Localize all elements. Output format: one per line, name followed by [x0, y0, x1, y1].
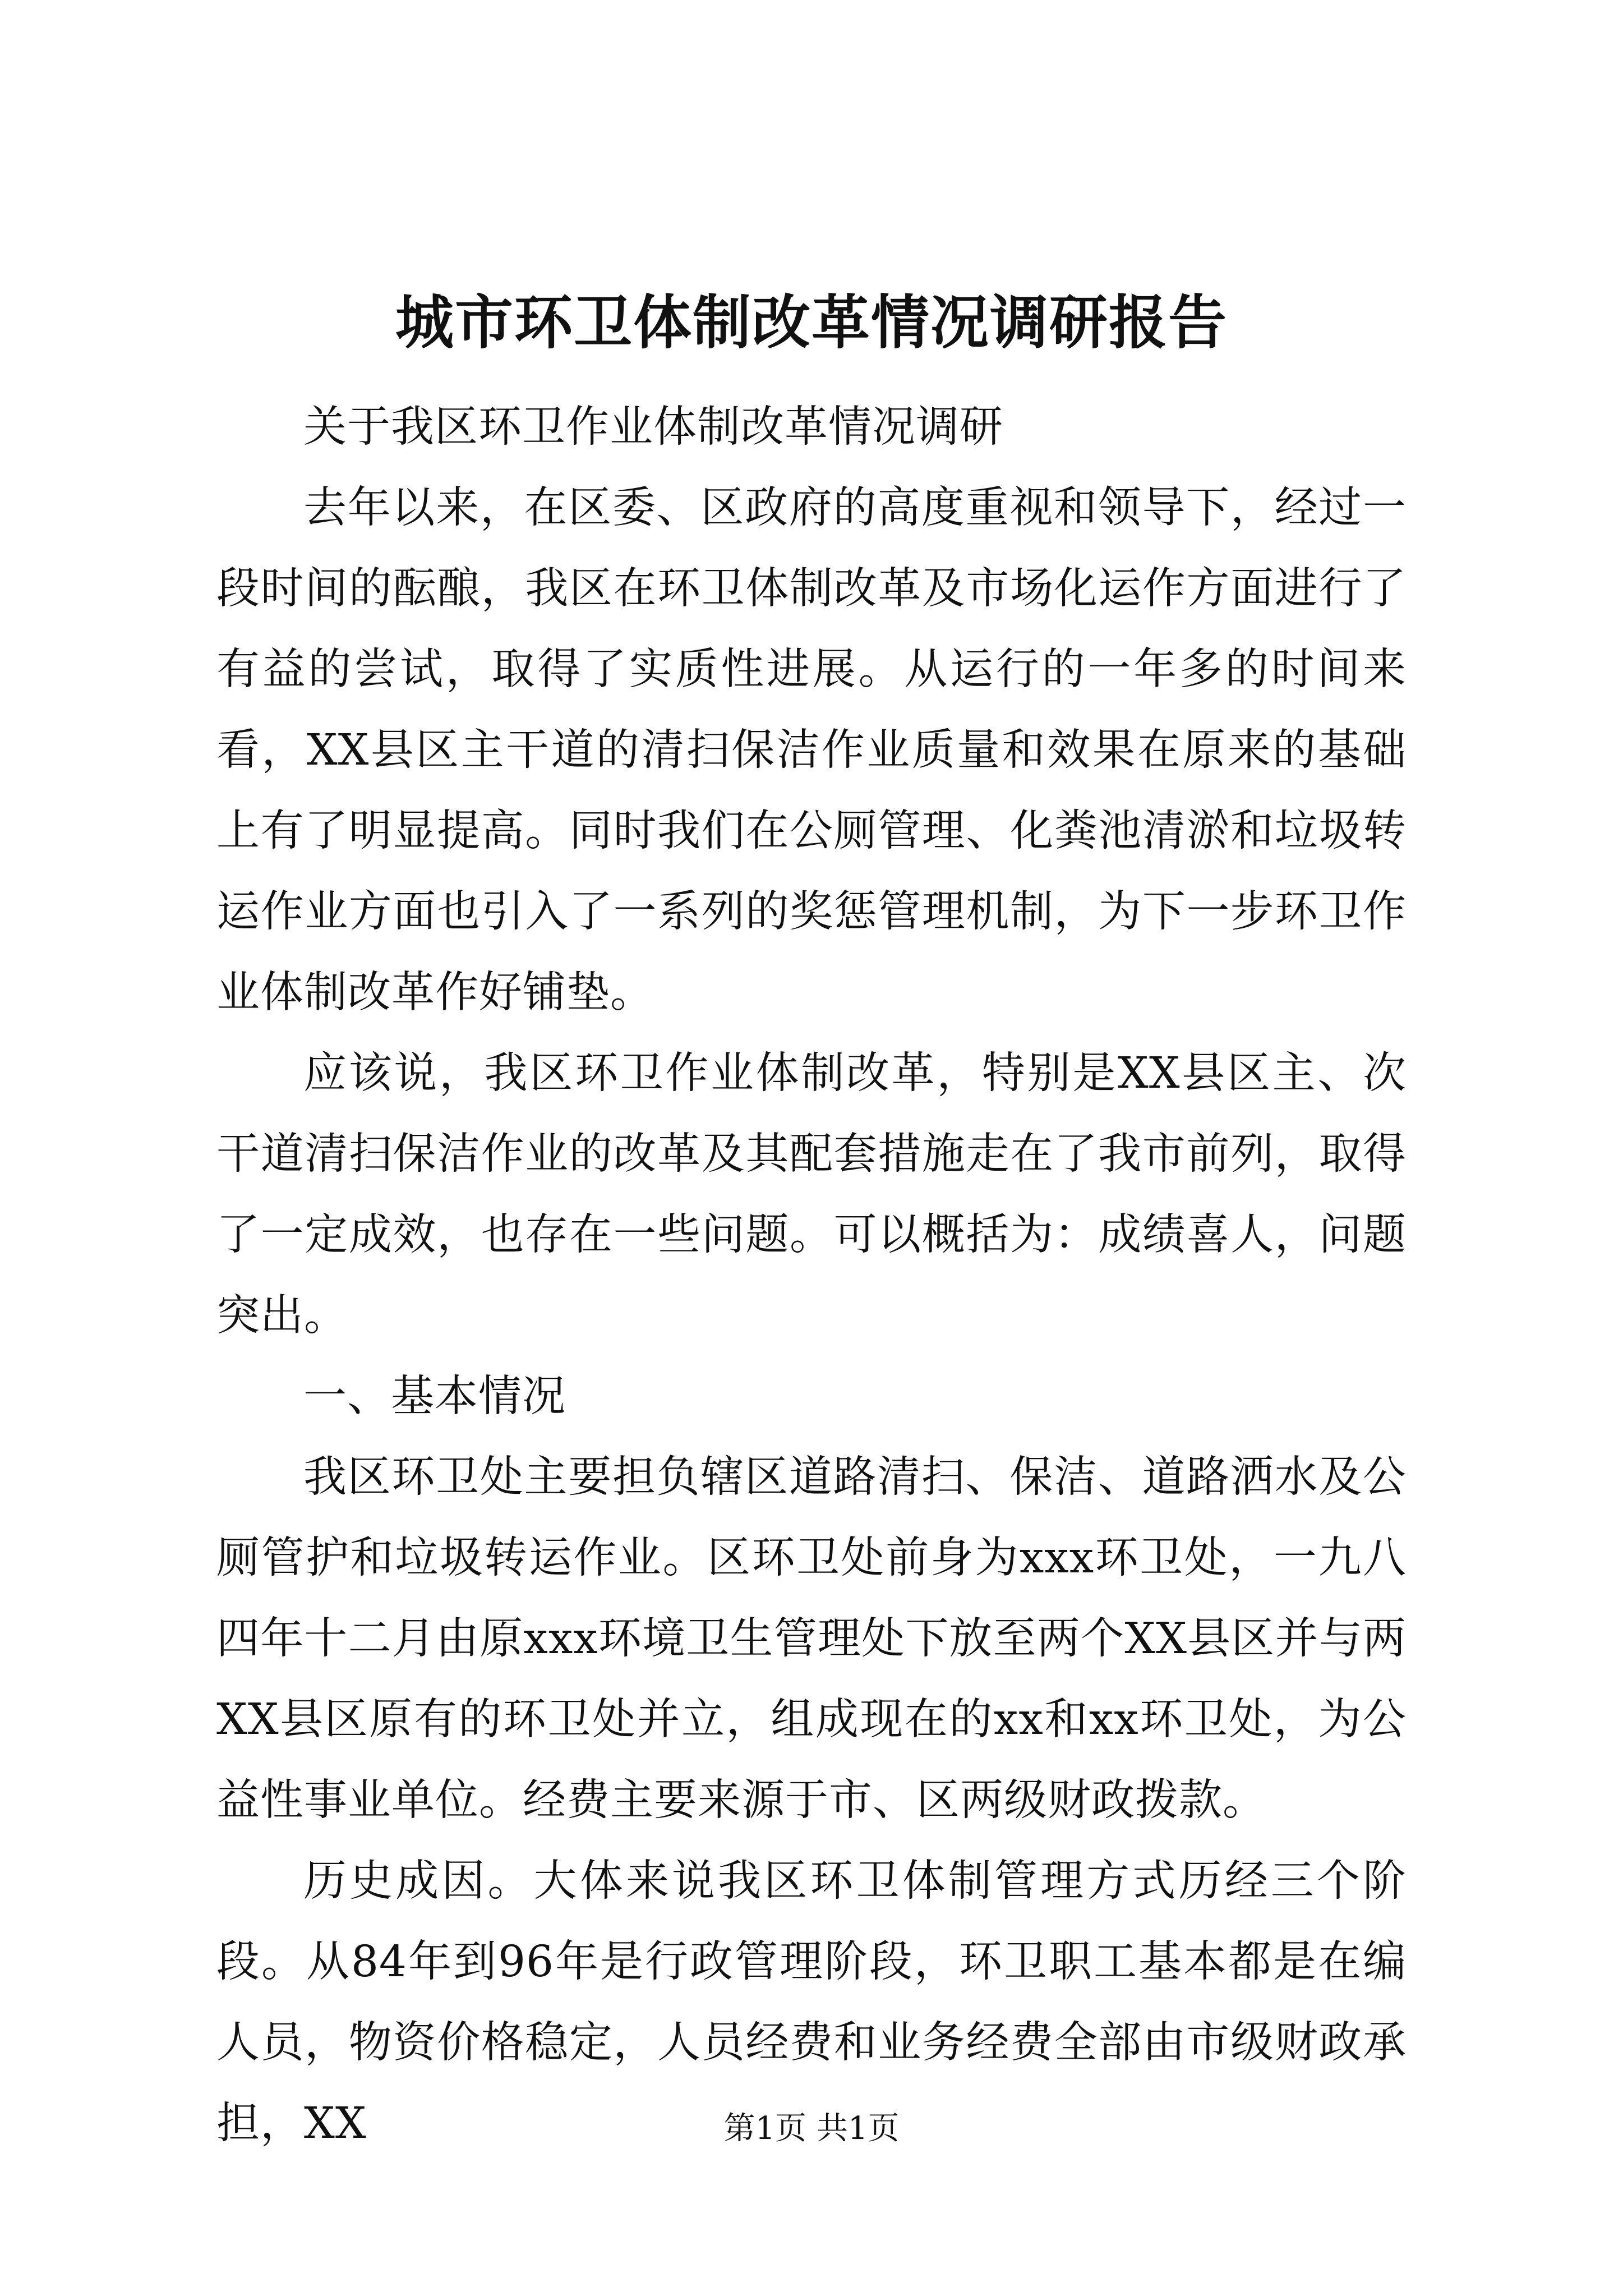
- paragraph-intro: 去年以来，在区委、区政府的高度重视和领导下，经过一段时间的酝酿，我区在环卫体制改革及市场化运作方面进行了有益的尝试，取得了实质性进展。从运行的一年多的时间来看，XX县区主干道的清扫保洁作业质量和效果在原来的基础上有了明显提高。同时我们在公厕管理、化粪池清淤和垃圾转运作业方面也引入了一系列的奖惩管理机制，为下一步环卫作业体制改革作好铺垫。: [216, 483, 1407, 1018]
- paragraph-assessment: 应该说，我区环卫作业体制改革，特别是XX县区主、次干道清扫保洁作业的改革及其配套措施走在了我市前列，取得了一定成效，也存在一些问题。可以概括为：成绩喜人，问题突出。: [216, 1048, 1407, 1341]
- paragraph-history: 历史成因。大体来说我区环卫体制管理方式历经三个阶段。从84年到96年是行政管理阶段，环卫职工基本都是在编人员，物资价格稳定，人员经费和业务经费全部由市级财政承担，XX: [216, 1856, 1407, 2148]
- paragraph-basic-situation: 我区环卫处主要担负辖区道路清扫、保洁、道路洒水及公厕管护和垃圾转运作业。区环卫处前身为xxx环卫处，一九八四年十二月由原xxx环境卫生管理处下放至两个XX县区并与两XX县区原有的环卫处并立，组成现在的xx和xx环卫处，为公益性事业单位。经费主要来源于市、区两级财政拨款。: [216, 1452, 1407, 1825]
- document-title: 城市环卫体制改革情况调研报告: [395, 288, 1228, 357]
- paragraph-subtitle: 关于我区环卫作业体制改革情况调研: [303, 402, 1003, 452]
- section-heading-basic-situation: 一、基本情况: [303, 1372, 566, 1421]
- page-footer: 第1页 共1页: [723, 2110, 900, 2147]
- document-body: [216, 387, 1407, 2164]
